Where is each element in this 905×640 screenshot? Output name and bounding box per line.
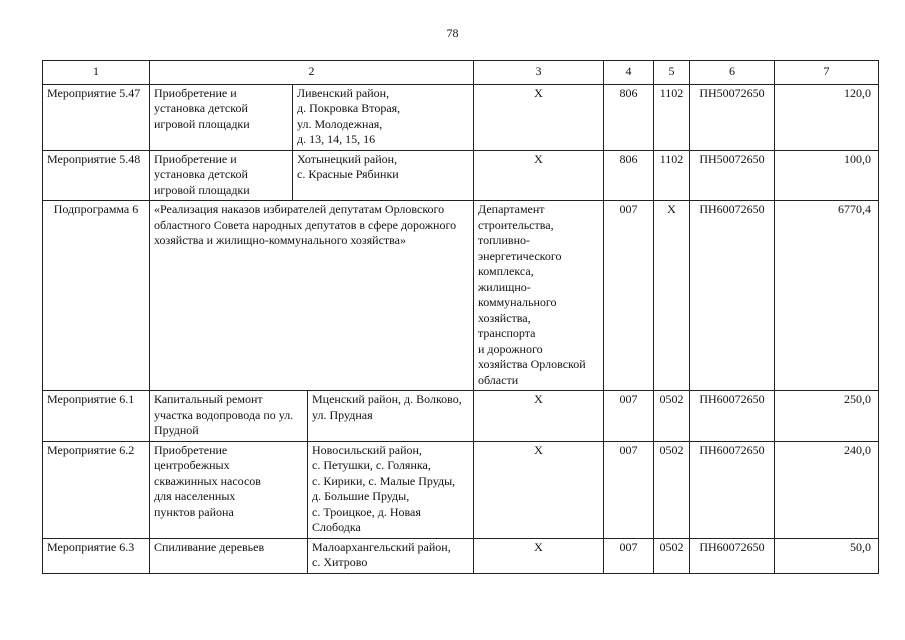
executor-cell: Х xyxy=(474,538,604,573)
header-cell: 5 xyxy=(654,61,690,85)
rzpr-cell: 1102 xyxy=(654,150,690,201)
rzpr-cell: 0502 xyxy=(654,538,690,573)
amount-cell: 120,0 xyxy=(775,84,879,150)
location-cell: Малоархангельский район, с. Хитрово xyxy=(308,538,474,573)
csr-cell: ПН60072650 xyxy=(690,538,775,573)
table-row xyxy=(43,391,879,442)
location-cell: Новосильский район, с. Петушки, с. Голянка, с. Кирики, с. Малые Пруды, д. Большие Пруды, с. Троицкое, д. Новая Слободка xyxy=(308,441,474,538)
executor-cell: Х xyxy=(474,150,604,201)
rzpr-cell: 0502 xyxy=(654,441,690,538)
description-cell: Капитальный ремонт участка водопровода по ул. Прудной xyxy=(150,391,308,442)
csr-cell: ПН60072650 xyxy=(690,441,775,538)
amount-cell: 250,0 xyxy=(775,391,879,442)
table-body xyxy=(43,61,879,574)
row-name-cell: Мероприятие 6.2 xyxy=(43,441,150,538)
description-cell: Приобретение центробежных скважинных насосов для населенных пунктов района xyxy=(150,441,308,538)
table-row xyxy=(43,84,879,150)
amount-cell: 240,0 xyxy=(775,441,879,538)
executor-cell: Х xyxy=(474,441,604,538)
executor-cell: Х xyxy=(474,84,604,150)
description-cell: Приобретение и установка детской игровой площадки xyxy=(150,84,293,150)
table-row xyxy=(43,201,879,391)
csr-cell: ПН50072650 xyxy=(690,150,775,201)
location-cell: Ливенский район, д. Покровка Вторая, ул. Молодежная, д. 13, 14, 15, 16 xyxy=(293,84,474,150)
csr-cell: ПН60072650 xyxy=(690,201,775,391)
grbs-cell: 007 xyxy=(604,538,654,573)
amount-cell: 50,0 xyxy=(775,538,879,573)
grbs-cell: 806 xyxy=(604,150,654,201)
header-cell: 4 xyxy=(604,61,654,85)
table-row xyxy=(43,538,879,573)
budget-table xyxy=(42,60,879,574)
rzpr-cell: Х xyxy=(654,201,690,391)
description-cell: Спиливание деревьев xyxy=(150,538,308,573)
rzpr-cell: 0502 xyxy=(654,391,690,442)
row-name-cell: Мероприятие 6.1 xyxy=(43,391,150,442)
description-cell: Приобретение и установка детской игровой площадки xyxy=(150,150,293,201)
grbs-cell: 007 xyxy=(604,391,654,442)
rzpr-cell: 1102 xyxy=(654,84,690,150)
table-row xyxy=(43,150,879,201)
amount-cell: 6770,4 xyxy=(775,201,879,391)
description-cell: «Реализация наказов избирателей депутатам Орловского областного Совета народных депутатов в сфере дорожного хозяйства и жилищно-коммунального хозяйства» xyxy=(150,201,474,391)
location-cell: Мценский район, д. Волково, ул. Прудная xyxy=(308,391,474,442)
grbs-cell: 007 xyxy=(604,441,654,538)
location-cell: Хотынецкий район, с. Красные Рябинки xyxy=(293,150,474,201)
grbs-cell: 806 xyxy=(604,84,654,150)
executor-cell: Департамент строительства, топливно- энергетического комплекса, жилищно- коммунального хозяйства, транспорта и дорожного хозяйства Орловской области xyxy=(474,201,604,391)
header-cell: 3 xyxy=(474,61,604,85)
page-number: 78 xyxy=(446,26,459,40)
header-cell: 6 xyxy=(690,61,775,85)
row-name-cell: Мероприятие 5.47 xyxy=(43,84,150,150)
header-cell: 2 xyxy=(150,61,474,85)
table-row xyxy=(43,441,879,538)
csr-cell: ПН60072650 xyxy=(690,391,775,442)
csr-cell: ПН50072650 xyxy=(690,84,775,150)
row-name-cell: Подпрограмма 6 xyxy=(43,201,150,391)
amount-cell: 100,0 xyxy=(775,150,879,201)
header-cell: 7 xyxy=(775,61,879,85)
header-row xyxy=(43,61,879,85)
grbs-cell: 007 xyxy=(604,201,654,391)
executor-cell: Х xyxy=(474,391,604,442)
row-name-cell: Мероприятие 6.3 xyxy=(43,538,150,573)
header-cell: 1 xyxy=(43,61,150,85)
row-name-cell: Мероприятие 5.48 xyxy=(43,150,150,201)
